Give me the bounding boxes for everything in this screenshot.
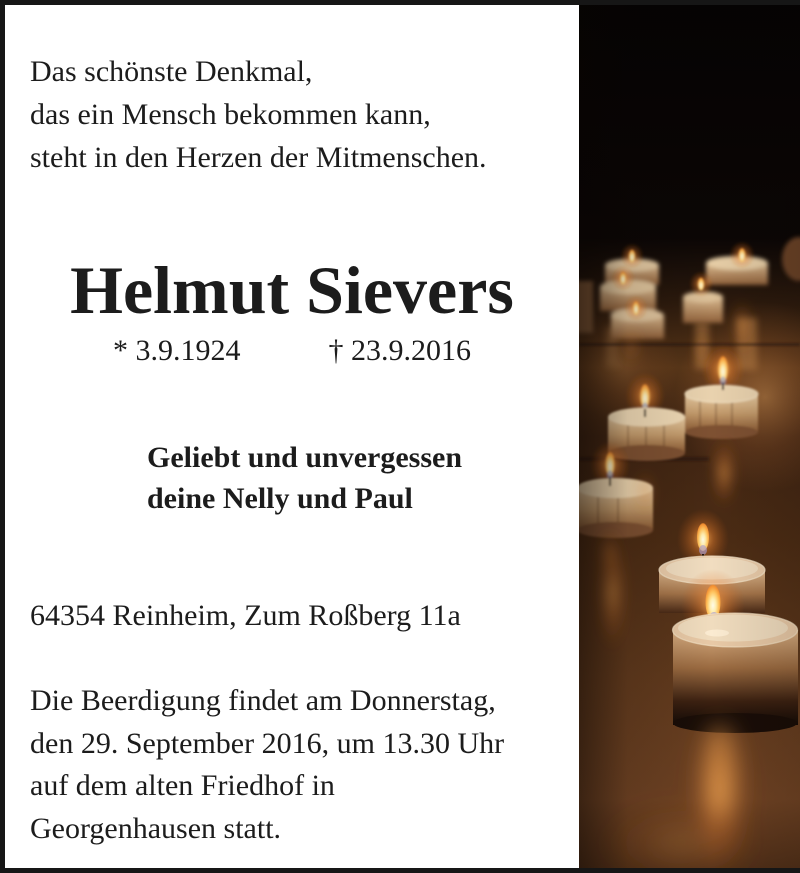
funeral-details [30,680,504,850]
quote-line-1: Das schönste Denkmal, [30,55,313,88]
quote-line-3: steht in den Herzen der Mitmenschen. [30,141,487,174]
funeral-line-3: auf dem alten Friedhof in [30,769,335,802]
memorial-quote [30,50,487,179]
funeral-line-4: Georgenhausen statt. [30,811,282,845]
death-date: † 23.9.2016 [328,334,471,367]
candles-photo [579,5,800,868]
birth-date: * 3.9.1924 [113,334,241,367]
life-dates [5,334,579,368]
farewell-line-2: deine Nelly und Paul [147,482,413,515]
farewell-message [147,437,462,519]
candles-photo-svg [579,5,800,868]
deceased-name: Helmut Sievers [70,252,514,328]
funeral-line-2: den 29. September 2016, um 13.30 Uhr [30,726,505,760]
farewell-line-1: Geliebt und unvergessen [147,441,463,474]
quote-line-2: das ein Mensch bekommen kann, [30,98,431,131]
funeral-line-1: Die Beerdigung findet am Donnerstag, [30,684,496,717]
address-line: 64354 Reinheim, Zum Roßberg 11a [30,599,461,632]
